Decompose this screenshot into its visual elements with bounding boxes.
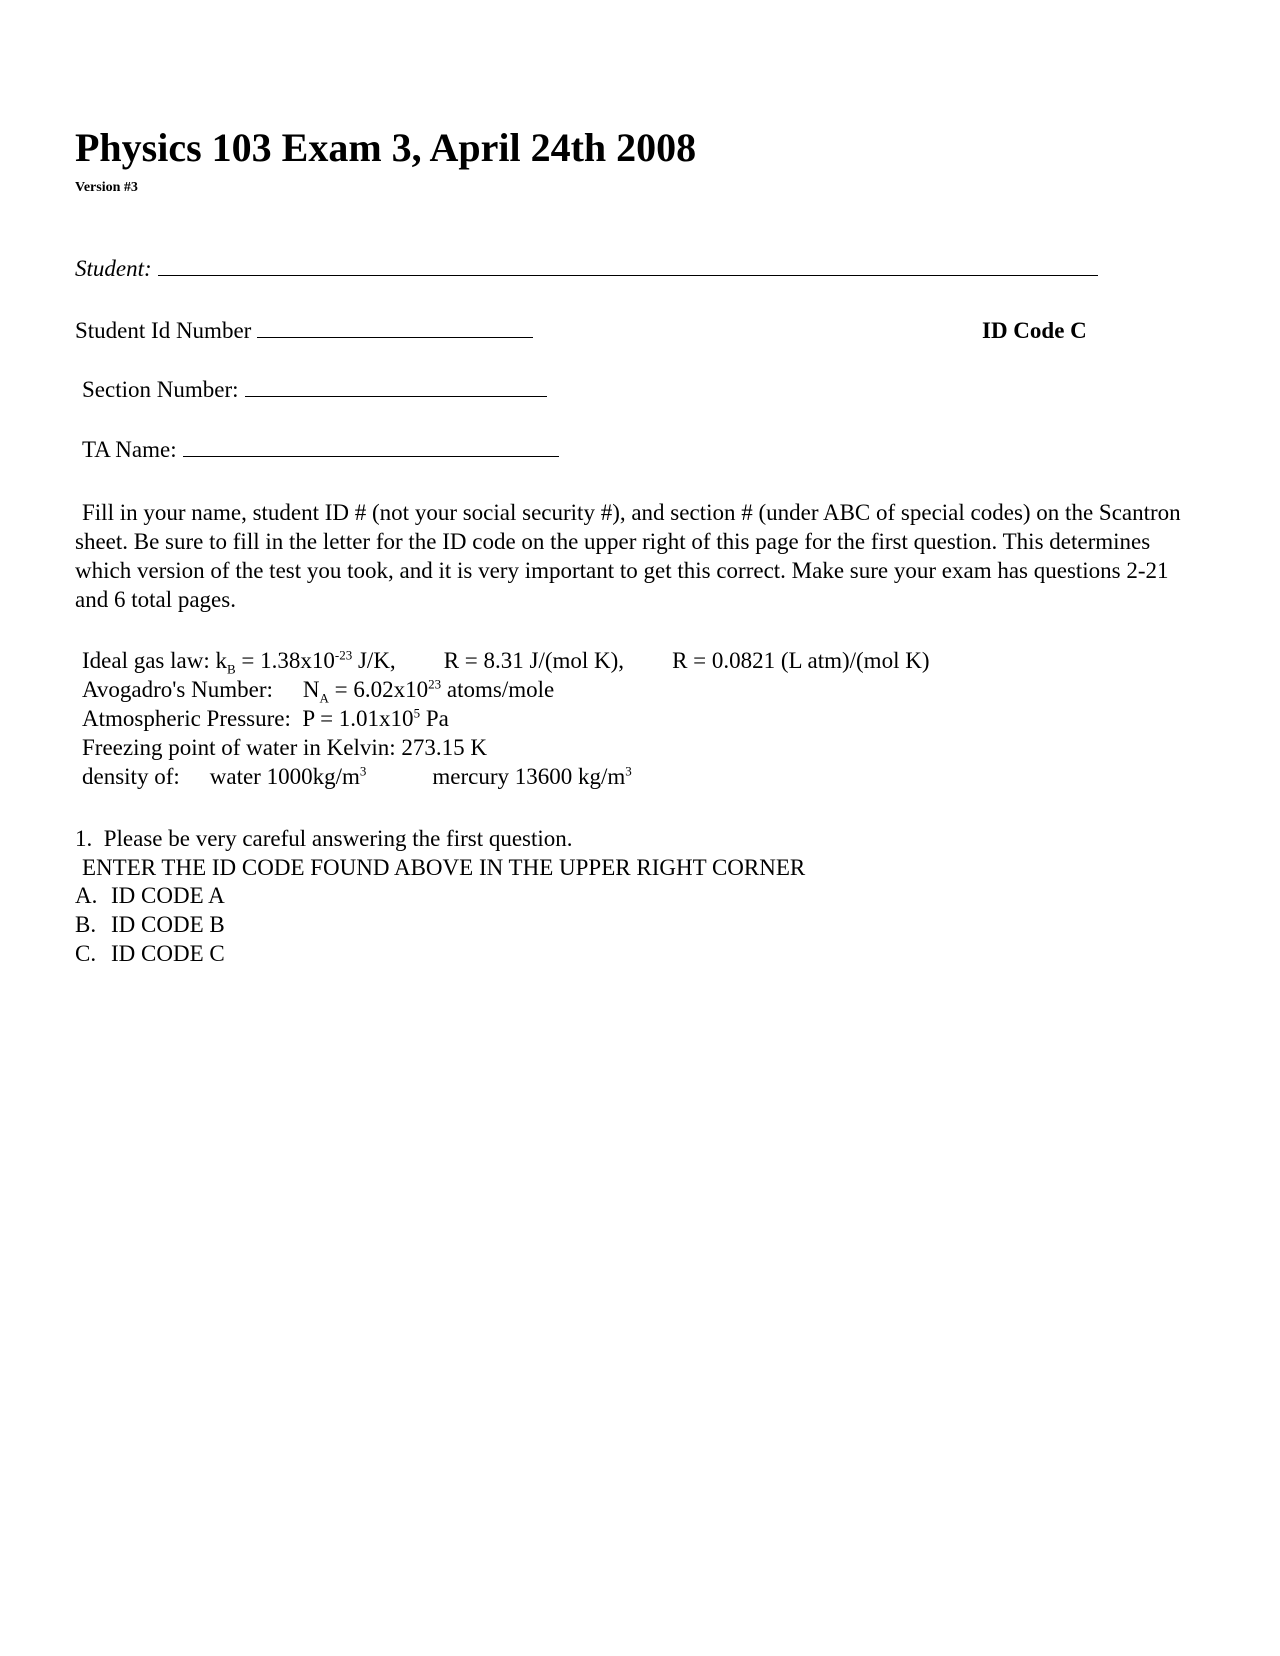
atm-value: P = 1.01x10 [302,706,414,731]
option-text: ID CODE C [111,941,225,966]
student-id-field [75,318,533,344]
ideal-gas-constants [82,646,929,675]
answer-option-c [75,939,225,968]
ideal-gas-label: Ideal gas law: k [82,648,227,673]
na-value: = 6.02x10 [328,677,429,702]
na-unit: atoms/mole [441,677,555,702]
section-number-blank-line [245,378,547,397]
answer-option-a [75,881,225,910]
question-text: Please be very careful answering the first question. [103,826,573,851]
student-blank-line [158,257,1098,276]
question-1-prompt [75,824,573,853]
atmospheric-pressure [82,704,449,733]
na-exponent: 23 [428,676,442,692]
atm-label: Atmospheric Pressure: [82,706,291,731]
na-subscript: A [319,690,329,706]
atm-unit: Pa [420,706,449,731]
density-label: density of: [82,764,180,789]
na-symbol: N [302,677,320,702]
id-code: ID Code C [982,318,1087,343]
kb-unit: J/K, [352,648,396,673]
mercury-density-exponent: 3 [625,763,632,779]
option-text: ID CODE A [111,883,225,908]
section-number-label: Section Number: [82,377,239,402]
student-id-blank-line [257,319,533,338]
kb-value: = 1.38x10 [235,648,335,673]
option-text: ID CODE B [111,912,225,937]
gas-constant-r1: R = 8.31 J/(mol K), [443,648,625,673]
water-density: water 1000kg/m [209,764,360,789]
gas-constant-r2: R = 0.0821 (L atm)/(mol K) [672,648,930,673]
water-density-exponent: 3 [359,763,367,779]
instructions-text: Fill in your name, student ID # (not your social security #), and section # (under ABC of special codes) on the Scantron sheet. Be sure to fill in the letter for the ID code on the upper right of this page for the first question. This determines which version of the test you took, and it is very important to get this correct. Make sure your exam has questions 2-21 and 6 total pages. [75,500,1181,612]
exam-title: Physics 103 Exam 3, April 24th 2008 [75,125,697,170]
option-letter: A. [75,883,98,908]
atm-exponent: 5 [413,705,421,721]
freezing-point: Freezing point of water in Kelvin: 273.15 K [82,735,487,760]
mercury-density: mercury 13600 kg/m [432,764,626,789]
question-1-instruction: ENTER THE ID CODE FOUND ABOVE IN THE UPPER RIGHT CORNER [82,855,806,880]
student-field [75,256,1098,282]
avogadro-constant [82,675,554,704]
student-id-label: Student Id Number [75,318,252,343]
option-letter: B. [75,912,97,937]
kb-exponent: -23 [334,647,353,663]
version-label: Version #3 [75,180,138,195]
option-letter: C. [75,941,97,966]
ta-name-blank-line [183,438,559,457]
ta-name-label: TA Name: [82,437,177,462]
question-number: 1. [75,826,93,851]
density-constants [82,762,632,791]
kb-subscript: B [226,661,236,677]
student-label: Student: [75,256,152,281]
avogadro-label: Avogadro's Number: [82,677,273,702]
section-number-field [82,377,547,403]
instructions-paragraph [75,498,1205,614]
ta-name-field [82,437,559,463]
answer-option-b [75,910,225,939]
